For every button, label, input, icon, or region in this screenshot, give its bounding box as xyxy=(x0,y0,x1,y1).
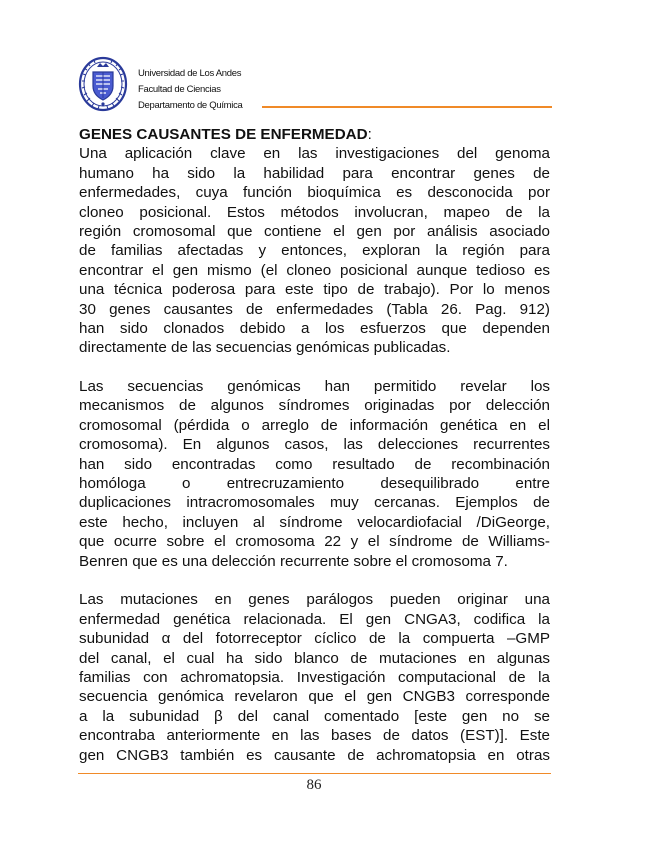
text-line: a la subunidad β del canal comentado [este gen no se xyxy=(79,707,550,725)
paragraph xyxy=(79,590,550,765)
text-line: cromosomal (pérdida o arreglo de información genética en el xyxy=(79,416,550,434)
text-line: humano ha sido la habilidad para encontrar genes de xyxy=(79,164,550,182)
text-line: directamente de las secuencias genómicas publicadas. xyxy=(79,339,451,357)
text-line: encontrar el gen mismo (el cloneo posicional aunque tedioso es xyxy=(79,261,550,279)
faculty-name: Facultad de Ciencias xyxy=(138,84,221,95)
text-line: cloneo posicional. Estos métodos involucran, mapeo de la xyxy=(79,203,550,221)
header-institution xyxy=(138,66,243,114)
text-line: han sido encontradas como resultado de recombinación xyxy=(79,455,550,473)
text-line: región cromosomal que contiene el gen por análisis asociado xyxy=(79,222,550,240)
text-line: cromosoma). En algunos casos, las delecciones recurrentes xyxy=(79,436,550,454)
paragraph xyxy=(79,144,550,357)
text-line: que ocurre sobre el cromosoma 22 y el síndrome de Williams- xyxy=(79,533,550,551)
header-rule xyxy=(262,106,552,108)
text-line: Las secuencias genómicas han permitido revelar los xyxy=(79,378,550,396)
text-line: familias con achromatopsia. Investigación computacional de la xyxy=(79,668,550,686)
text-line: de familias afectadas y entonces, exploran la región para xyxy=(79,242,550,260)
university-name: Universidad de Los Andes xyxy=(138,68,242,79)
section-title xyxy=(79,125,550,144)
university-seal-icon xyxy=(78,56,128,112)
text-line: 30 genes causantes de enfermedades (Tabla 26. Pag. 912) xyxy=(79,300,550,318)
section-title-text: GENES CAUSANTES DE ENFERMEDAD xyxy=(79,126,368,143)
text-line: Una aplicación clave en las investigaciones del genoma xyxy=(79,145,550,163)
text-line: Las mutaciones en genes parálogos pueden originar una xyxy=(79,591,550,609)
text-line: encontraba anteriormente en las bases de datos (EST)]. Este xyxy=(79,727,550,745)
text-line: duplicaciones intracromosomales muy cercanas. Ejemplos de xyxy=(79,494,550,512)
text-line: han sido clonados debido a los esfuerzos que dependen xyxy=(79,319,550,337)
text-line: este hecho, incluyen al síndrome velocardiofacial /DiGeorge, xyxy=(79,513,550,531)
page-number: 86 xyxy=(306,777,322,793)
text-line: del canal, el cual ha sido blanco de mutaciones en algunas xyxy=(79,649,550,667)
text-line: una técnica poderosa para este tipo de trabajo). Por lo menos xyxy=(79,281,550,299)
text-line: enfermedades, cuya función bioquímica es desconocida por xyxy=(79,184,550,202)
text-line: homóloga o entrecruzamiento desequilibrado entre xyxy=(79,475,550,493)
text-line: secuencia genómica revelaron que el gen CNGB3 corresponde xyxy=(79,688,550,706)
body-content xyxy=(79,125,550,784)
text-line: Benren que es una delección recurrente sobre el cromosoma 7. xyxy=(79,552,508,570)
paragraphs xyxy=(79,144,550,765)
footer-rule xyxy=(78,773,551,774)
department-name: Departamento de Química xyxy=(138,100,243,111)
text-line: enfermedad genética relacionada. El gen CNGA3, codifica la xyxy=(79,610,550,628)
text-line: subunidad α del fotorreceptor cíclico de la compuerta –GMP xyxy=(79,630,550,648)
text-line: gen CNGB3 también es causante de achromatopsia en otras xyxy=(79,746,550,764)
text-line: mecanismos de algunos síndromes originadas por delección xyxy=(79,397,550,415)
section-title-colon: : xyxy=(367,126,372,143)
paragraph xyxy=(79,377,550,571)
